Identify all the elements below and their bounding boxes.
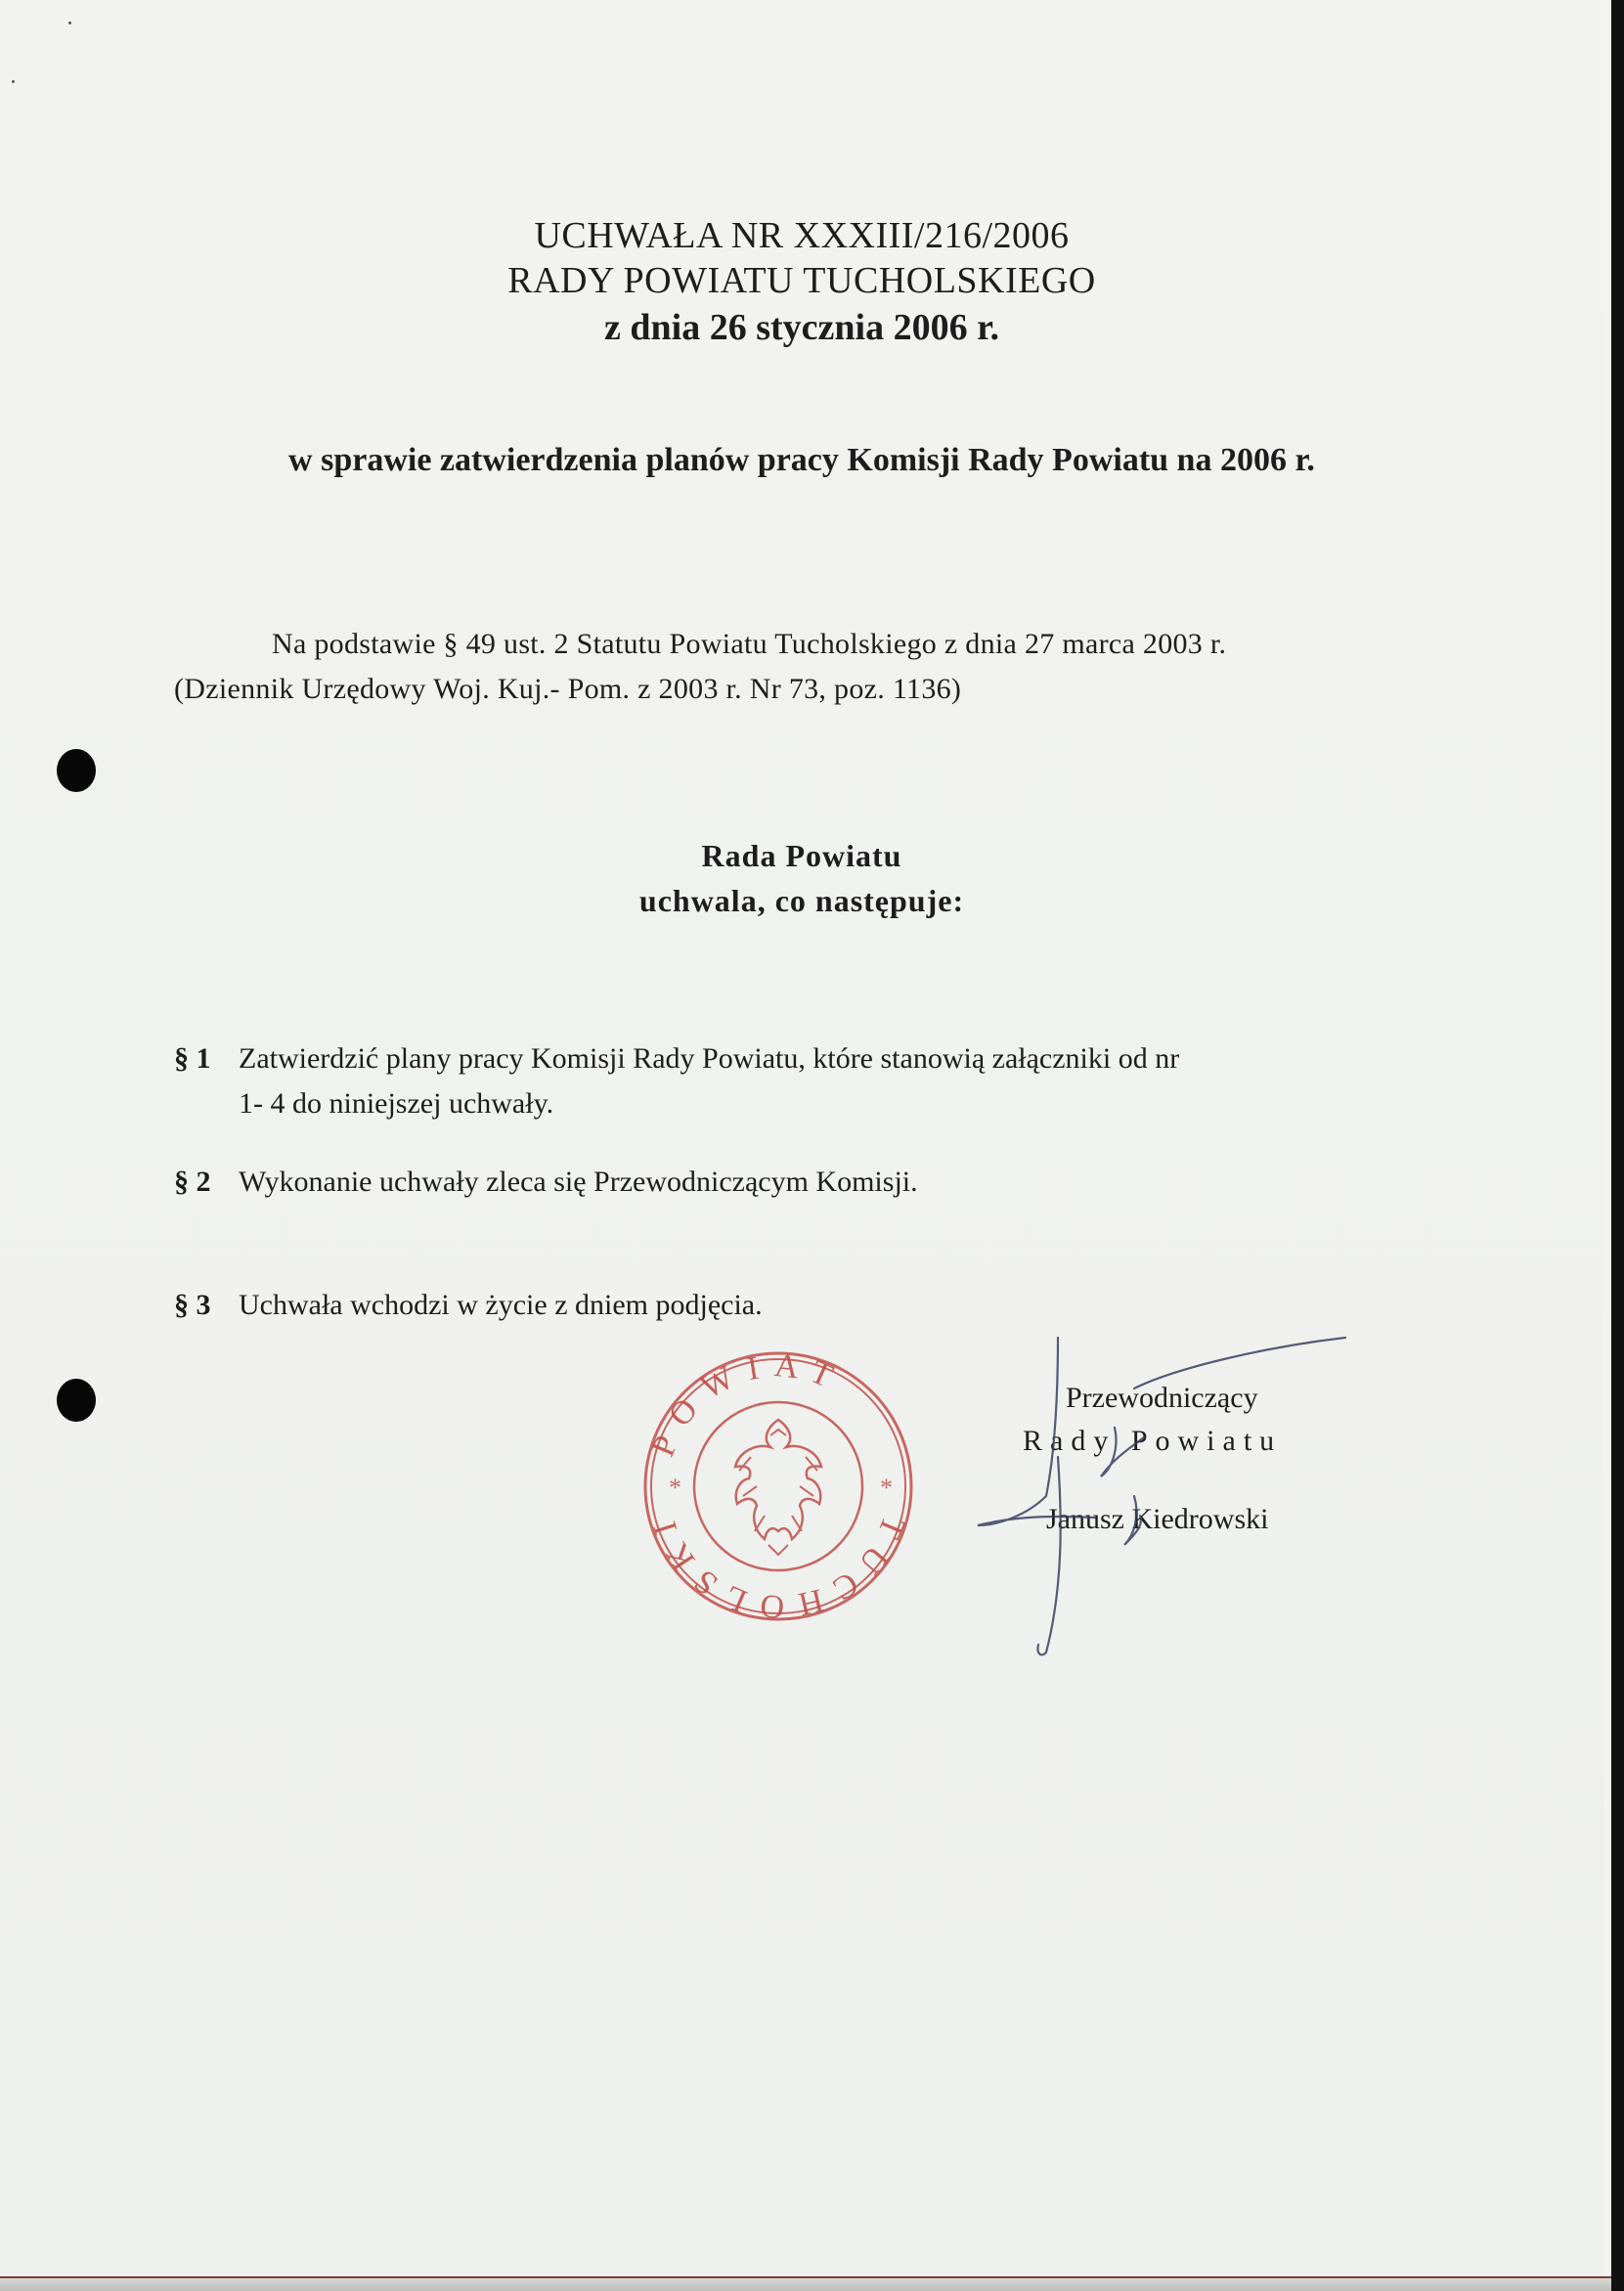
resolution-subject: w sprawie zatwierdzenia planów pracy Komisji Rady Powiatu na 2006 r. [288,442,1315,478]
svg-text:*: * [669,1474,681,1502]
signatory-role: Przewodniczący [1066,1382,1258,1414]
scan-edge [1611,0,1624,2291]
svg-text:TUCHOLSKI: TUCHOLSKI [643,1506,912,1626]
resolution-title: UCHWAŁA NR XXXIII/216/2006 [534,215,1070,256]
legal-basis-line: (Dziennik Urzędowy Woj. Kuj.- Pom. z 2003 r. Nr 73, poz. 1136) [174,673,962,705]
paragraph-symbol: § 3 [174,1289,211,1321]
punch-hole [57,1379,96,1422]
signatory-body: Rady Powiatu [1023,1425,1283,1457]
paragraph-text: Zatwierdzić plany pracy Komisji Rady Powiatu, które stanowią załączniki od nr [239,1042,1180,1075]
scan-speck [12,80,15,83]
resolution-date: z dnia 26 stycznia 2006 r. [604,307,999,348]
punch-hole [57,749,96,792]
handwritten-signature [968,1330,1359,1672]
paragraph-2 [174,1160,1396,1205]
paragraph-symbol: § 2 [174,1166,211,1198]
paragraph-text: Uchwała wchodzi w życie z dniem podjęcia. [239,1289,763,1321]
council-name: RADY POWIATU TUCHOLSKIEGO [507,260,1096,301]
paragraph-3 [174,1283,1396,1328]
paragraph-text: Wykonanie uchwały zleca się Przewodniczącym Komisji. [239,1166,918,1198]
scan-edge [0,2278,1624,2291]
paragraph-symbol: § 1 [174,1042,211,1075]
paragraph-text: 1- 4 do niniejszej uchwały. [239,1087,554,1120]
svg-text:*: * [880,1474,893,1502]
scan-speck [68,22,71,24]
official-seal-stamp [641,1346,915,1626]
legal-basis [174,622,1226,712]
svg-text:POWIAT: POWIAT [644,1346,851,1462]
signatory-name: Janusz Kiedrowski [1046,1503,1269,1535]
legal-basis-line: Na podstawie § 49 ust. 2 Statutu Powiatu Tucholskiego z dnia 27 marca 2003 r. [272,628,1227,660]
paragraph-1 [174,1036,1396,1126]
council-resolves: uchwala, co następuje: [638,883,965,918]
council-heading: Rada Powiatu [701,838,902,873]
